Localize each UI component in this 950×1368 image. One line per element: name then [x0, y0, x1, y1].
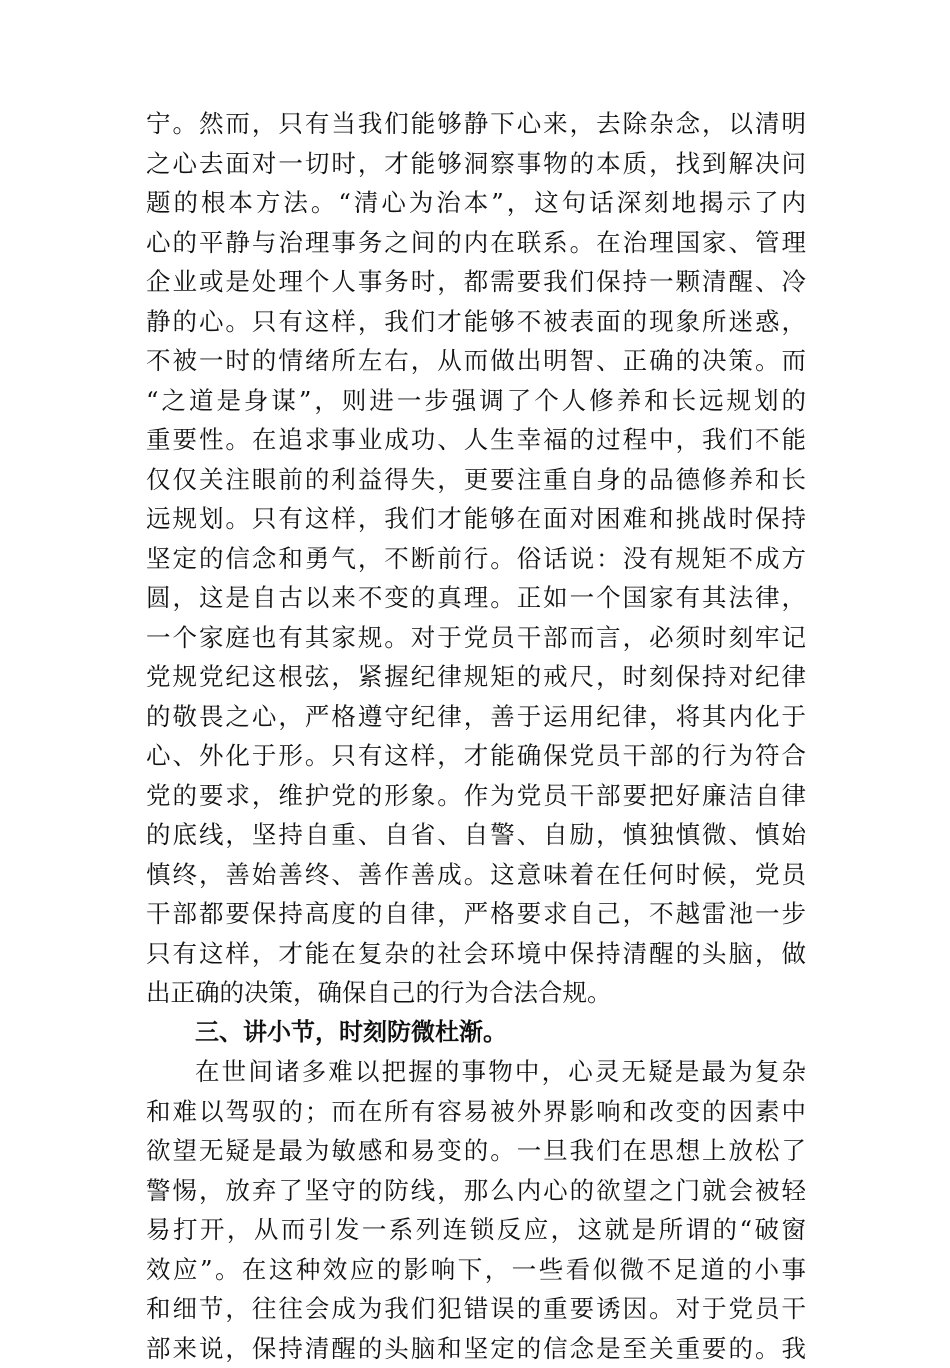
paragraph-line: 慎终，善始善终、善作善成。这意味着在任何时候，党员	[146, 855, 806, 895]
paragraph-line: 重要性。在追求事业成功、人生幸福的过程中，我们不能	[146, 420, 806, 460]
paragraph-line: 易打开，从而引发一系列连锁反应，这就是所谓的“破窗	[146, 1210, 806, 1250]
paragraph-line: 在世间诸多难以把握的事物中，心灵无疑是最为复杂	[146, 1052, 806, 1092]
paragraph-line: 和难以驾驭的；而在所有容易被外界影响和改变的因素中	[146, 1092, 806, 1132]
paragraph-line: 宁。然而，只有当我们能够静下心来，去除杂念，以清明	[146, 104, 806, 144]
paragraph-line: 一个家庭也有其家规。对于党员干部而言，必须时刻牢记	[146, 618, 806, 658]
paragraph-line: 坚定的信念和勇气，不断前行。俗话说：没有规矩不成方	[146, 539, 806, 579]
paragraph-line: 干部都要保持高度的自律，严格要求自己，不越雷池一步	[146, 894, 806, 934]
paragraph-line: 圆，这是自古以来不变的真理。正如一个国家有其法律，	[146, 578, 806, 618]
paragraph-line: 远规划。只有这样，我们才能够在面对困难和挑战时保持	[146, 499, 806, 539]
paragraph-line: 题的根本方法。“清心为治本”，这句话深刻地揭示了内	[146, 183, 806, 223]
paragraph-line: 之心去面对一切时，才能够洞察事物的本质，找到解决问	[146, 144, 806, 184]
paragraph-line: 的底线，坚持自重、自省、自警、自励，慎独慎微、慎始	[146, 815, 806, 855]
paragraph-2	[146, 1052, 806, 1368]
paragraph-1	[146, 104, 806, 1013]
paragraph-line: “之道是身谋”，则进一步强调了个人修养和长远规划的	[146, 381, 806, 421]
paragraph-line: 的敬畏之心，严格遵守纪律，善于运用纪律，将其内化于	[146, 697, 806, 737]
paragraph-line: 企业或是处理个人事务时，都需要我们保持一颗清醒、冷	[146, 262, 806, 302]
paragraph-line: 仅仅关注眼前的利益得失，更要注重自身的品德修养和长	[146, 460, 806, 500]
paragraph-line: 只有这样，才能在复杂的社会环境中保持清醒的头脑，做	[146, 934, 806, 974]
paragraph-line: 心、外化于形。只有这样，才能确保党员干部的行为符合	[146, 736, 806, 776]
document-body	[146, 104, 806, 1368]
paragraph-line: 效应”。在这种效应的影响下，一些看似微不足道的小事	[146, 1250, 806, 1290]
paragraph-line: 不被一时的情绪所左右，从而做出明智、正确的决策。而	[146, 341, 806, 381]
paragraph-line: 心的平静与治理事务之间的内在联系。在治理国家、管理	[146, 223, 806, 263]
paragraph-line: 欲望无疑是最为敏感和易变的。一旦我们在思想上放松了	[146, 1131, 806, 1171]
paragraph-line: 和细节，往往会成为我们犯错误的重要诱因。对于党员干	[146, 1289, 806, 1329]
paragraph-line: 部来说，保持清醒的头脑和坚定的信念是至关重要的。我	[146, 1329, 806, 1368]
paragraph-line: 警惕，放弃了坚守的防线，那么内心的欲望之门就会被轻	[146, 1171, 806, 1211]
paragraph-line: 出正确的决策，确保自己的行为合法合规。	[146, 973, 806, 1013]
section-heading: 三、讲小节，时刻防微杜渐。	[146, 1013, 806, 1053]
paragraph-line: 党的要求，维护党的形象。作为党员干部要把好廉洁自律	[146, 776, 806, 816]
paragraph-line: 党规党纪这根弦，紧握纪律规矩的戒尺，时刻保持对纪律	[146, 657, 806, 697]
paragraph-line: 静的心。只有这样，我们才能够不被表面的现象所迷惑，	[146, 302, 806, 342]
